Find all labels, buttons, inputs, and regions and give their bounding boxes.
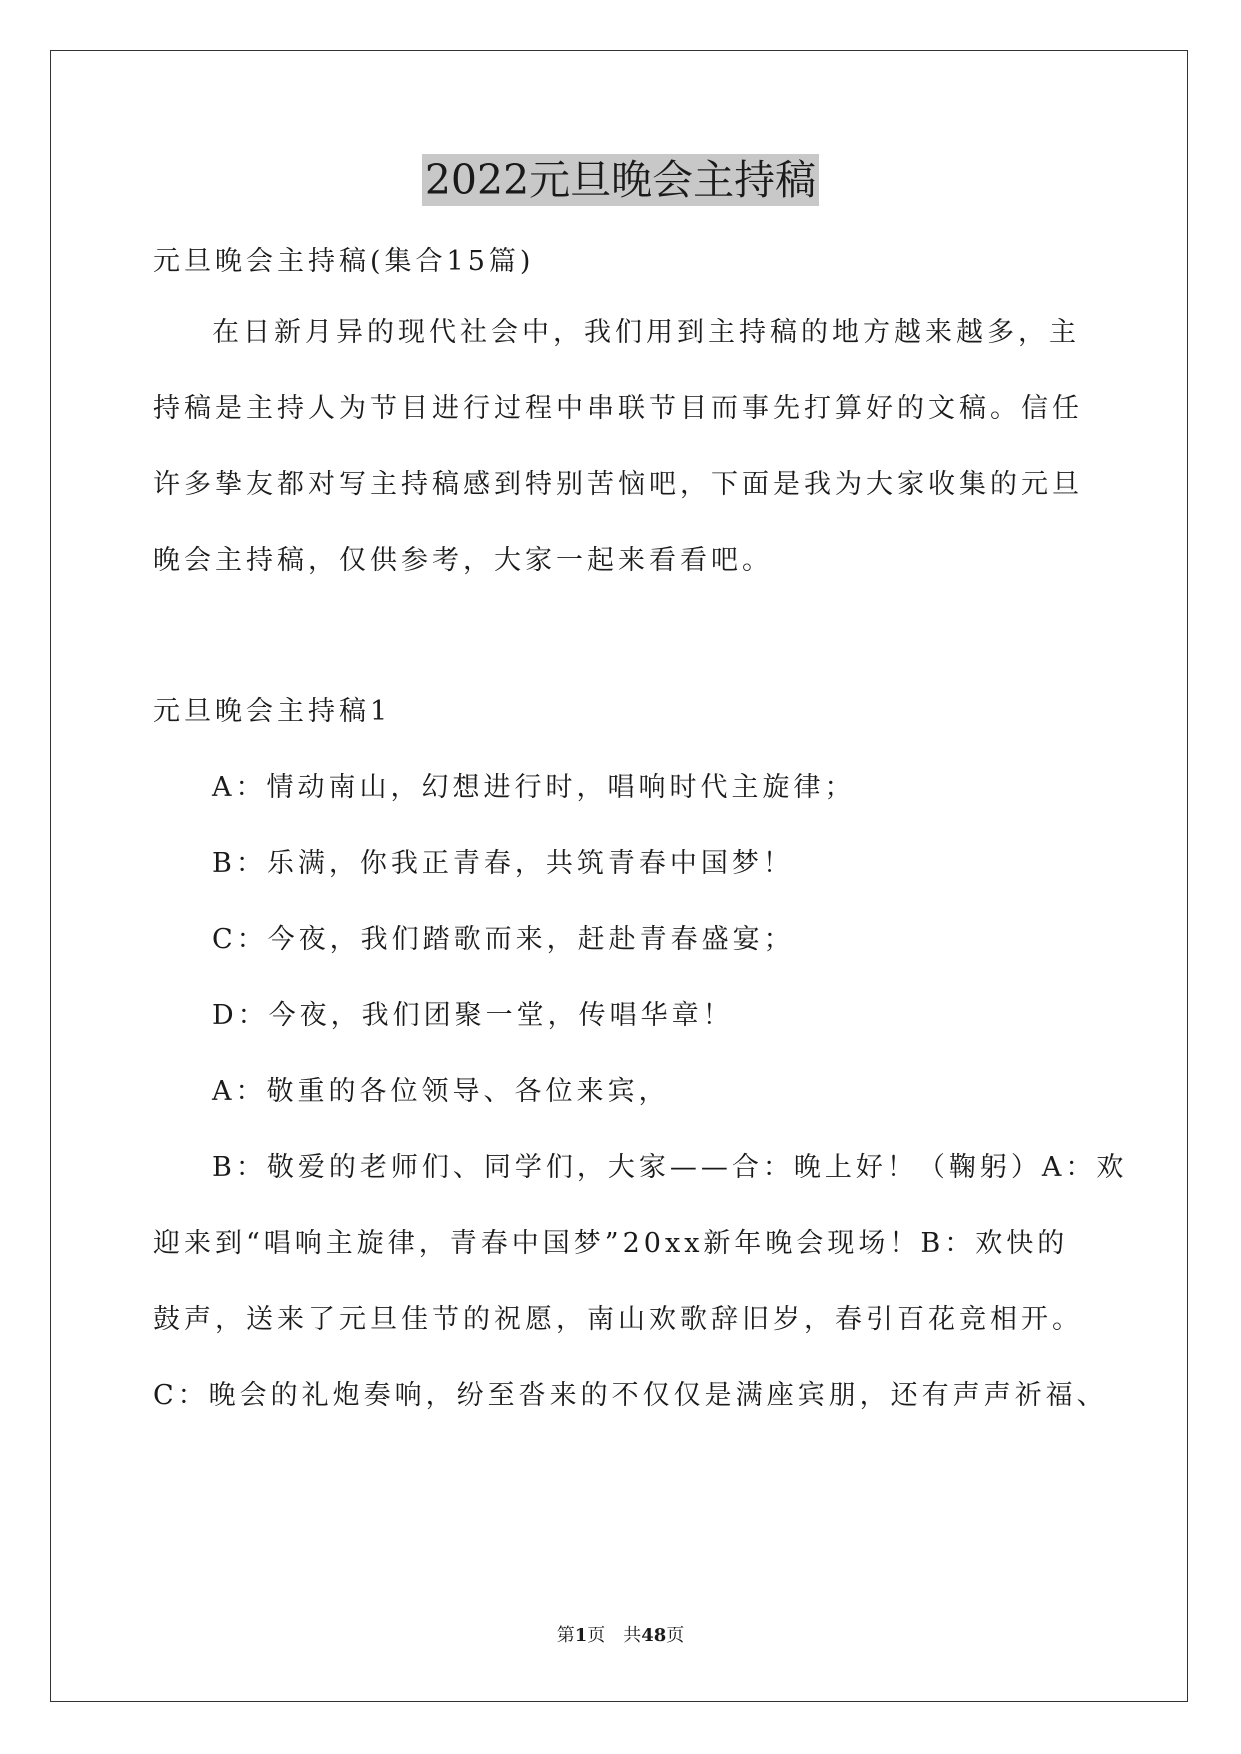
intro-line-3: 许多挚友都对写主持稿感到特别苦恼吧，下面是我为大家收集的元旦 bbox=[153, 469, 1083, 500]
intro-line-1: 在日新月异的现代社会中，我们用到主持稿的地方越来越多，主 bbox=[212, 317, 1080, 348]
dialogue-line-6: B：敬爱的老师们、同学们，大家——合：晚上好！（鞠躬）A：欢 bbox=[212, 1152, 1128, 1183]
dialogue-line-3: C：今夜，我们踏歌而来，赶赴青春盛宴； bbox=[212, 924, 795, 955]
dialogue-line-2: B：乐满，你我正青春，共筑青春中国梦！ bbox=[212, 848, 794, 879]
dialogue-line-7: 迎来到“唱响主旋律，青春中国梦”20xx新年晚会现场！B：欢快的 bbox=[153, 1228, 1069, 1259]
dialogue-line-5: A：敬重的各位领导、各位来宾， bbox=[212, 1076, 670, 1107]
footer-mid: 页 共 bbox=[587, 1625, 642, 1646]
footer-prefix: 第 bbox=[556, 1625, 575, 1646]
page-footer bbox=[0, 1624, 1241, 1648]
intro-line-4: 晚会主持稿，仅供参考，大家一起来看看吧。 bbox=[153, 545, 773, 576]
intro-line-2: 持稿是主持人为节目进行过程中串联节目而事先打算好的文稿。信任 bbox=[153, 393, 1083, 424]
dialogue-line-1: A：情动南山，幻想进行时，唱响时代主旋律； bbox=[212, 772, 856, 803]
dialogue-line-9: C：晚会的礼炮奏响，纷至沓来的不仅仅是满座宾朋，还有声声祈福、 bbox=[153, 1380, 1108, 1411]
document-title bbox=[0, 152, 1241, 208]
footer-total-pages: 48 bbox=[641, 1625, 667, 1646]
dialogue-line-8: 鼓声，送来了元旦佳节的祝愿，南山欢歌辞旧岁，春引百花竞相开。 bbox=[153, 1304, 1083, 1335]
document-subtitle: 元旦晚会主持稿(集合15篇) bbox=[153, 246, 535, 277]
section-heading: 元旦晚会主持稿1 bbox=[153, 696, 392, 727]
footer-suffix: 页 bbox=[666, 1625, 685, 1646]
footer-current-page: 1 bbox=[574, 1625, 588, 1646]
dialogue-line-4: D：今夜，我们团聚一堂，传唱华章！ bbox=[212, 1000, 734, 1031]
document-title-text: 2022元旦晚会主持稿 bbox=[422, 154, 819, 206]
